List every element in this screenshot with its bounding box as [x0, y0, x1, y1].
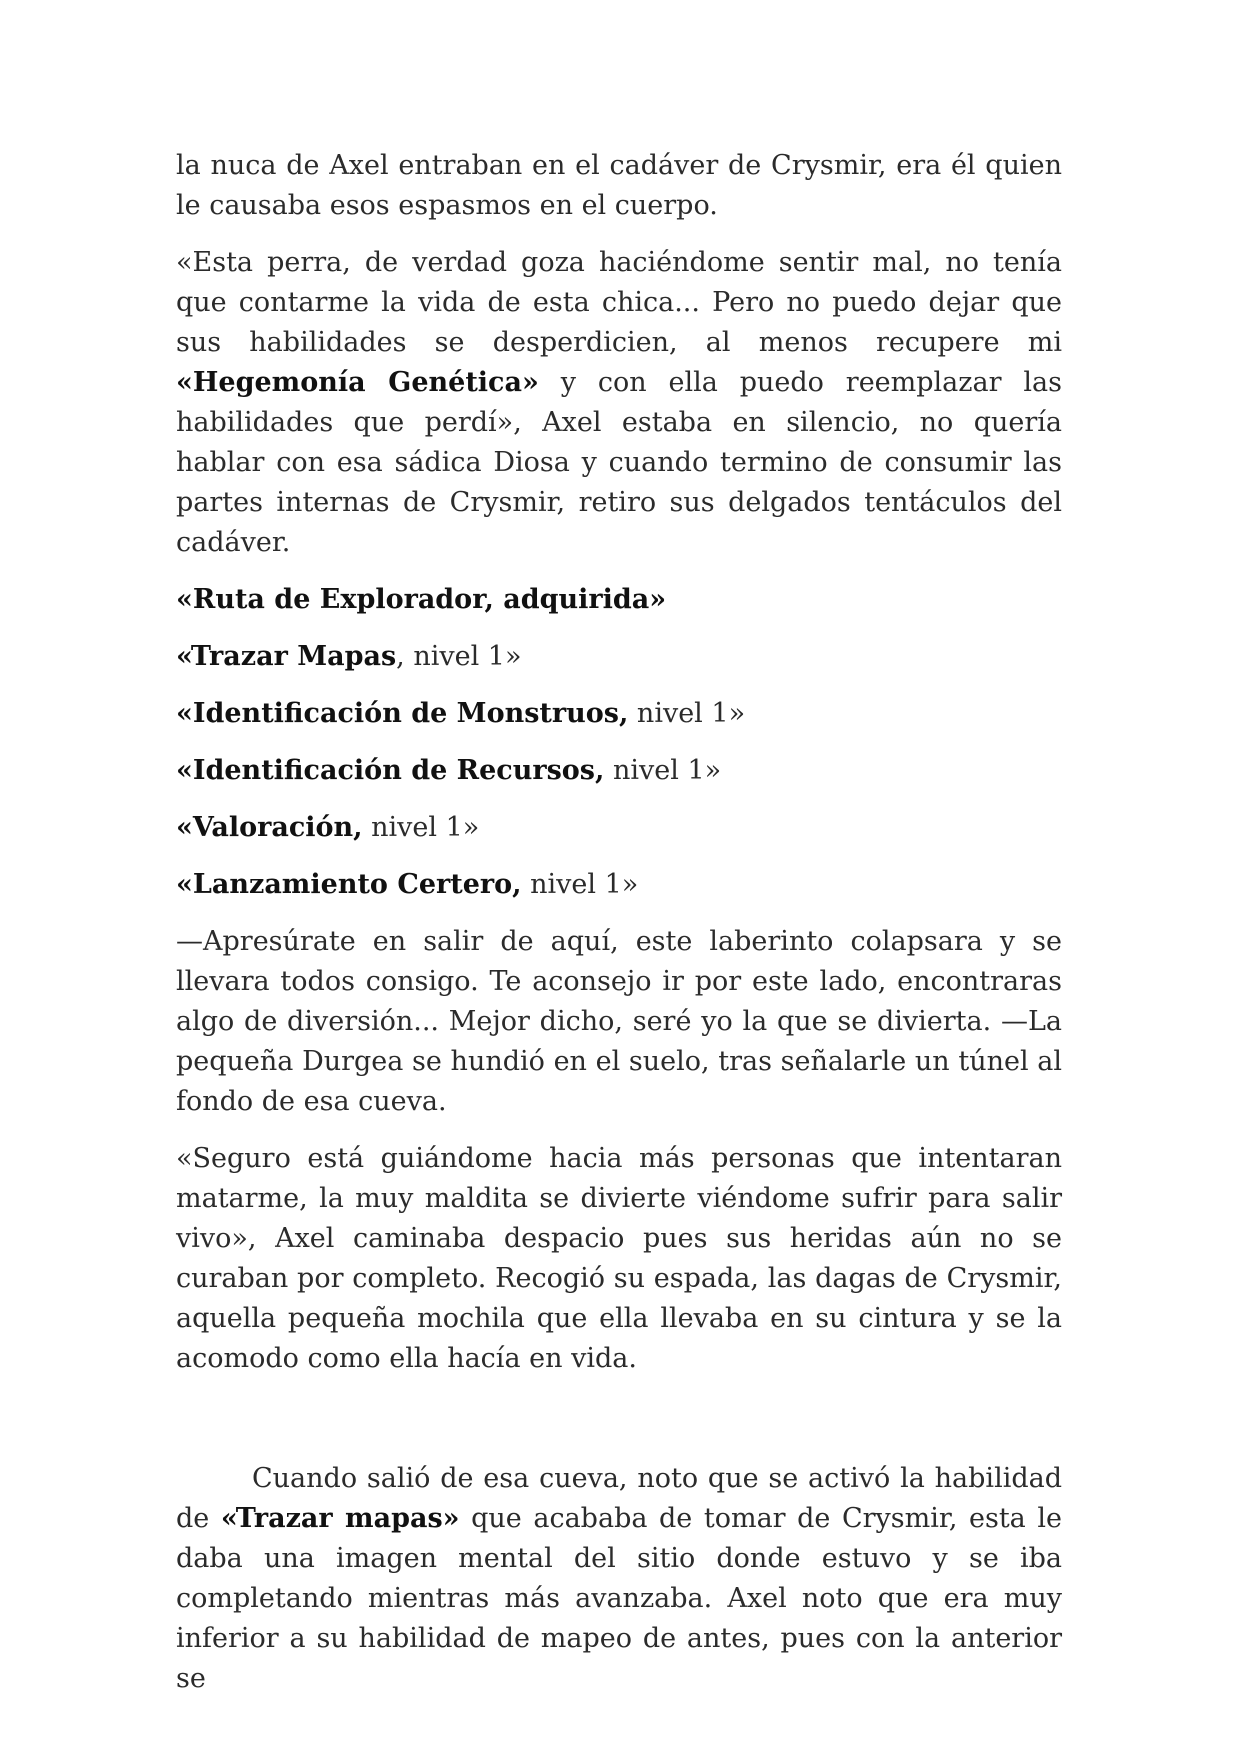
skill-line-identificacion-monstruos [176, 694, 1062, 734]
skill-level: nivel 1» [521, 869, 639, 900]
skill-line-identificacion-recursos [176, 751, 1062, 791]
skill-name: «Identificación de Monstruos, [176, 698, 629, 729]
paragraph-dialogue [176, 922, 1062, 1122]
text-run: que acababa de tomar de Crysmir, esta le daba una imagen mental del sitio donde estuvo y se iba completando mientras más avanzaba. Axel noto que era muy inferior a su habilidad de mapeo de antes, pues con la anterior se [176, 1503, 1062, 1694]
skill-name: «Lanzamiento Certero, [176, 869, 522, 900]
skill-name-ruta: «Ruta de Explorador, adquirida» [176, 584, 667, 615]
text-run: Cuando salió de esa cueva, noto que se activó la habilidad de [176, 1463, 1062, 1534]
text-run: «Esta perra, de verdad goza haciéndome sentir mal, no tenía que contarme la vida de esta chica... Pero no puedo dejar que sus habilidades se desperdicien, al menos recupere mi [176, 247, 1062, 358]
skill-name: «Identificación de Recursos, [176, 755, 605, 786]
paragraph-thought [176, 1139, 1062, 1379]
skill-level: nivel 1» [628, 698, 746, 729]
text-run: la nuca de Axel entraban en el cadáver de Crysmir, era él quien le causaba esos espasmos en el cuerpo. [176, 150, 1062, 221]
paragraph-section-start [176, 1459, 1062, 1699]
text-run: «Seguro está guiándome hacia más personas que intentaran matarme, la muy maldita se divierte viéndome sufrir para salir vivo», Axel caminaba despacio pues sus heridas aún no se curaban por completo. Recogió su espada, las dagas de Crysmir, aquella pequeña mochila que ella llevaba en su cintura y se la acomodo como ella hacía en vida. [176, 1143, 1062, 1374]
skill-line-trazar-mapas [176, 637, 1062, 677]
skill-name: «Valoración, [176, 812, 363, 843]
text-run: —Apresúrate en salir de aquí, este laberinto colapsara y se llevara todos consigo. Te aconsejo ir por este lado, encontraras algo de diversión... Mejor dicho, seré yo la que se divierta. —La pequeña Durgea se hundió en el suelo, tras señalarle un túnel al fondo de esa cueva. [176, 926, 1062, 1117]
text-run: y con ella puedo reemplazar las habilidades que perdí», Axel estaba en silencio, no quería hablar con esa sádica Diosa y cuando termino de consumir las partes internas de Crysmir, retiro sus delgados tentáculos del cadáver. [176, 367, 1062, 558]
skill-level: nivel 1» [362, 812, 480, 843]
paragraph-1 [176, 146, 1062, 226]
skill-line-valoracion [176, 808, 1062, 848]
skill-name: «Trazar Mapas [176, 641, 397, 672]
skill-level: , nivel 1» [396, 641, 522, 672]
skill-line-lanzamiento-certero [176, 865, 1062, 905]
skill-route-line [176, 580, 1062, 620]
skill-name-hegemonia: «Hegemonía Genética» [176, 367, 539, 398]
skill-level: nivel 1» [604, 755, 722, 786]
document-page [176, 146, 1062, 1716]
skill-name-trazar-mapas: «Trazar mapas» [220, 1503, 460, 1534]
paragraph-2 [176, 243, 1062, 563]
